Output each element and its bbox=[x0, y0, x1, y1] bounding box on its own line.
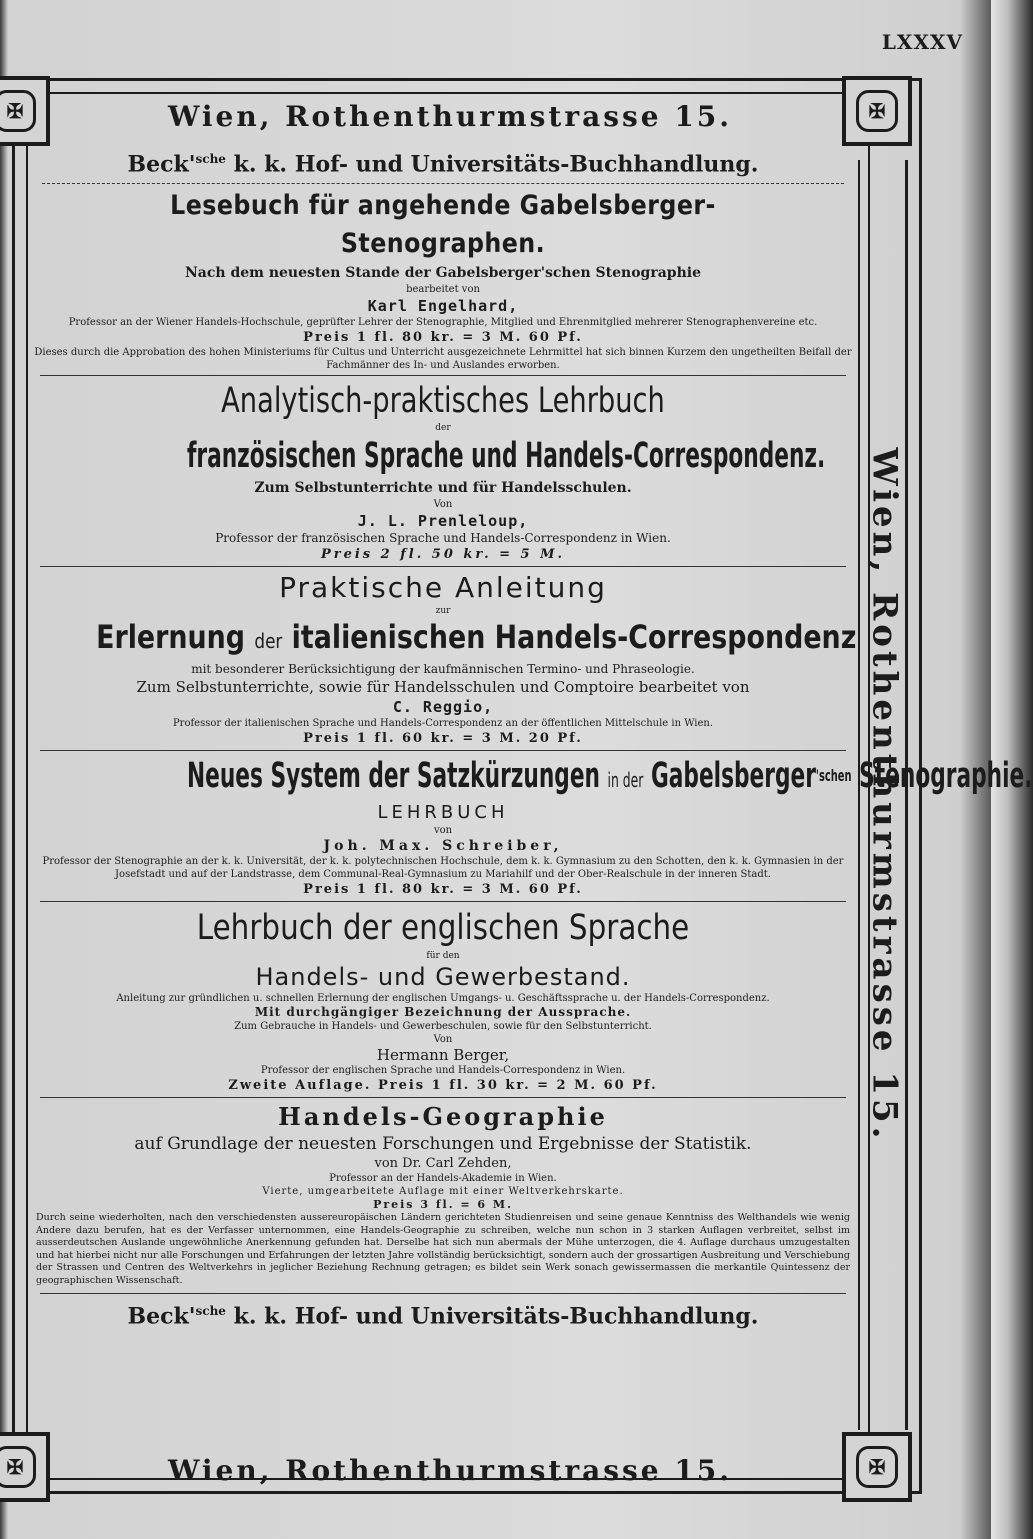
ad-title: Handels-Geographie bbox=[278, 1102, 608, 1132]
ad-author: J. L. Prenleloup, bbox=[357, 512, 529, 531]
ad-title: Praktische Anleitung bbox=[279, 571, 607, 605]
side-address: Wien, Rothenthurmstrasse 15. bbox=[864, 447, 904, 1143]
ad-price: Preis 3 fl. = 6 M. bbox=[373, 1198, 513, 1212]
page-number: LXXXV bbox=[881, 30, 963, 54]
ad-price: Preis 1 fl. 80 kr. = 3 M. 60 Pf. bbox=[303, 882, 583, 898]
publisher-footer: $Beck'^{sche}$ k. k. Hof- und Universitäts-Buchhandlung. bbox=[127, 1303, 759, 1330]
ad-title: französischen Sprache und Handels-Correspondenz. bbox=[186, 436, 826, 477]
ad-french-textbook: Analytisch-praktisches Lehrbuch der französischen Sprache und Handels-Correspondenz. Zum Selbstunterrichte und für Handelsschulen. Von J. L. Prenleloup, Professor der französischen Sprache und Handels-Correspondenz in Wien. Preis 2 fl. 50 kr. = 5 M. bbox=[30, 379, 856, 563]
ad-commercial-geography: Handels-Geographie auf Grundlage der neuesten Forschungen und Ergebnisse der Statistik. von Dr. Carl Zehden, Professor an der Handels-Akademie in Wien. Vierte, umgearbeitete Auflage mit einer Weltverkehrskarte. Preis 3 fl. = 6 M. Durch seine wiederholten, nach den verschiedensten aussereuropäischen Ländern gerichteten Studienreisen und seine genaue Kenntniss des Welthandels wie wenig Andere dazu berufen, hat es der Verfasser unternommen, eine Handels-Geographie zu schreiben, welche nun schon in 3 starken Auflagen verbreitet, selbst im ausserdeutschen Auslande ungewöhnliche Anerkennung gefunden hat. Derselbe hat sich nun abermals der Mühe unterzogen, die 4. Auflage durchaus umzugestalten und hat hierbei nicht nur alle Forschungen und Erfahrungen der letzten Jahre vollständig berücksichtigt, sondern auch der grossartigen Ausbreitung und Verschiebung der Strassen und Centren des Weltverkehrs in jeglicher Beziehung Rechnung getragen; es bildet sein Werk sonach gewissermassen die merkantile Quintessenz der geographischen Wissenschaft. bbox=[30, 1101, 856, 1287]
ad-author: Hermann Berger, bbox=[376, 1046, 510, 1065]
ad-author: von Dr. Carl Zehden, bbox=[374, 1156, 512, 1172]
ad-title: Lehrbuch der englischen Sprache bbox=[196, 908, 690, 949]
ad-author: Joh. Max. Schreiber, bbox=[323, 838, 563, 855]
ad-price: Preis 2 fl. 50 kr. = 5 M. bbox=[320, 547, 566, 563]
ad-italian-correspondence: Praktische Anleitung zur Erlernung der italienischen Handels-Correspondenz mit besonderer Berücksichtigung der kaufmännischen Termino- und Phraseologie. Zum Selbstunterrichte, sowie für Handelsschulen und Comptoire bearbeitet von C. Reggio, Professor der italienischen Sprache und Handels-Correspondenz an der öffentlichen Mittelschule in Wien. Preis 1 fl. 60 kr. = 3 M. 20 Pf. bbox=[30, 570, 856, 747]
ad-price: Preis 1 fl. 60 kr. = 3 M. 20 Pf. bbox=[303, 731, 583, 747]
ad-title: Handels- und Gewerbestand. bbox=[255, 963, 631, 992]
ad-title: Analytisch-praktisches Lehrbuch bbox=[221, 381, 665, 422]
bottom-address-band: Wien, Rothenthurmstrasse 15. bbox=[167, 1453, 733, 1487]
rosette-icon: ✠ bbox=[856, 1446, 898, 1488]
ad-stenography-abbreviations: Neues System der Satzkürzungen in der Gabelsberger$^{'schen}$ Stenographie. LEHRBUCH von Joh. Max. Schreiber, Professor der Stenographie an der k. k. Universität, der k. k. polytechnischen Hochschule, dem k. k. Gymnasium zu den Schotten, den k. k. Gymnasien in der Josefstadt und auf der Landstrasse, dem Communal-Real-Gymnasium zu Mariahilf und der Ober-Realschule in der inneren Stadt. Preis 1 fl. 80 kr. = 3 M. 60 Pf. bbox=[30, 754, 856, 898]
ad-english-textbook: Lehrbuch der englischen Sprache für den Handels- und Gewerbestand. Anleitung zur gründlichen u. schnellen Erlernung der englischen Umgangs- u. Geschäftssprache u. der Handels-Correspondenz. Mit durchgängiger Bezeichnung der Aussprache. Zum Gebrauche in Handels- und Gewerbeschulen, sowie für den Selbstunterricht. Von Hermann Berger, Professor der englischen Sprache und Handels-Correspondenz in Wien. Zweite Auflage. Preis 1 fl. 30 kr. = 2 M. 60 Pf. bbox=[30, 905, 856, 1094]
rosette-icon: ✠ bbox=[856, 90, 898, 132]
ad-stenography-reader: Lesebuch für angehende Gabelsberger-Stenographen. Nach dem neuesten Stande der Gabelsberger'schen Stenographie bearbeitet von Karl Engelhard, Professor an der Wiener Handels-Hochschule, geprüfter Lehrer der Stenographie, Mitglied und Ehrenmitglied mehrerer Stenographenvereine etc. Preis 1 fl. 80 kr. = 3 M. 60 Pf. Dieses durch die Approbation des hohen Ministeriums für Cultus und Unterricht ausgezeichnete Lehrmittel hat sich binnen Kurzem den ungetheilten Beifall der Fachmänner des In- und Auslandes erworben. bbox=[30, 187, 856, 372]
ad-author: Karl Engelhard, bbox=[367, 297, 519, 316]
ad-author: C. Reggio, bbox=[392, 698, 494, 717]
ad-title: Lesebuch für angehende Gabelsberger-Stenographen. bbox=[170, 190, 716, 260]
ad-title: Neues System der Satzkürzungen in der Gabelsberger$^{'schen}$ Stenographie. bbox=[186, 756, 1033, 797]
rosette-icon: ✠ bbox=[0, 1446, 36, 1488]
publisher-header: $Beck'^{sche}$ k. k. Hof- und Universitäts-Buchhandlung. bbox=[127, 151, 759, 178]
ad-price: Zweite Auflage. Preis 1 fl. 30 kr. = 2 M. 60 Pf. bbox=[228, 1078, 658, 1094]
rosette-icon: ✠ bbox=[0, 90, 36, 132]
ad-description: Durch seine wiederholten, nach den verschiedensten aussereuropäischen Ländern gerichteten Studienreisen und seine genaue Kenntniss des Welthandels wie wenig Andere dazu berufen, hat es der Verfasser unternommen, eine Handels-Geographie zu schreiben, welche nun schon in 3 starken Auflagen verbreitet, selbst im ausserdeutschen Auslande ungewöhnliche Anerkennung gefunden hat. Derselbe hat sich nun abermals der Mühe unterzogen, die 4. Auflage durchaus umzugestalten und hat hierbei nicht nur alle Forschungen und Erfahrungen der letzten Jahre vollständig berücksichtigt, sondern auch der grossartigen Ausbreitung und Verschiebung der Strassen und Centren des Weltverkehrs in jeglicher Beziehung Rechnung getragen; es bildet sein Werk sonach gewissermassen die merkantile Quintessenz der geographischen Wissenschaft. bbox=[36, 1212, 850, 1286]
ad-price: Preis 1 fl. 80 kr. = 3 M. 60 Pf. bbox=[303, 330, 583, 346]
ad-title: Erlernung der italienischen Handels-Correspondenz bbox=[96, 618, 857, 657]
top-address-band: Wien, Rothenthurmstrasse 15. bbox=[167, 99, 733, 133]
